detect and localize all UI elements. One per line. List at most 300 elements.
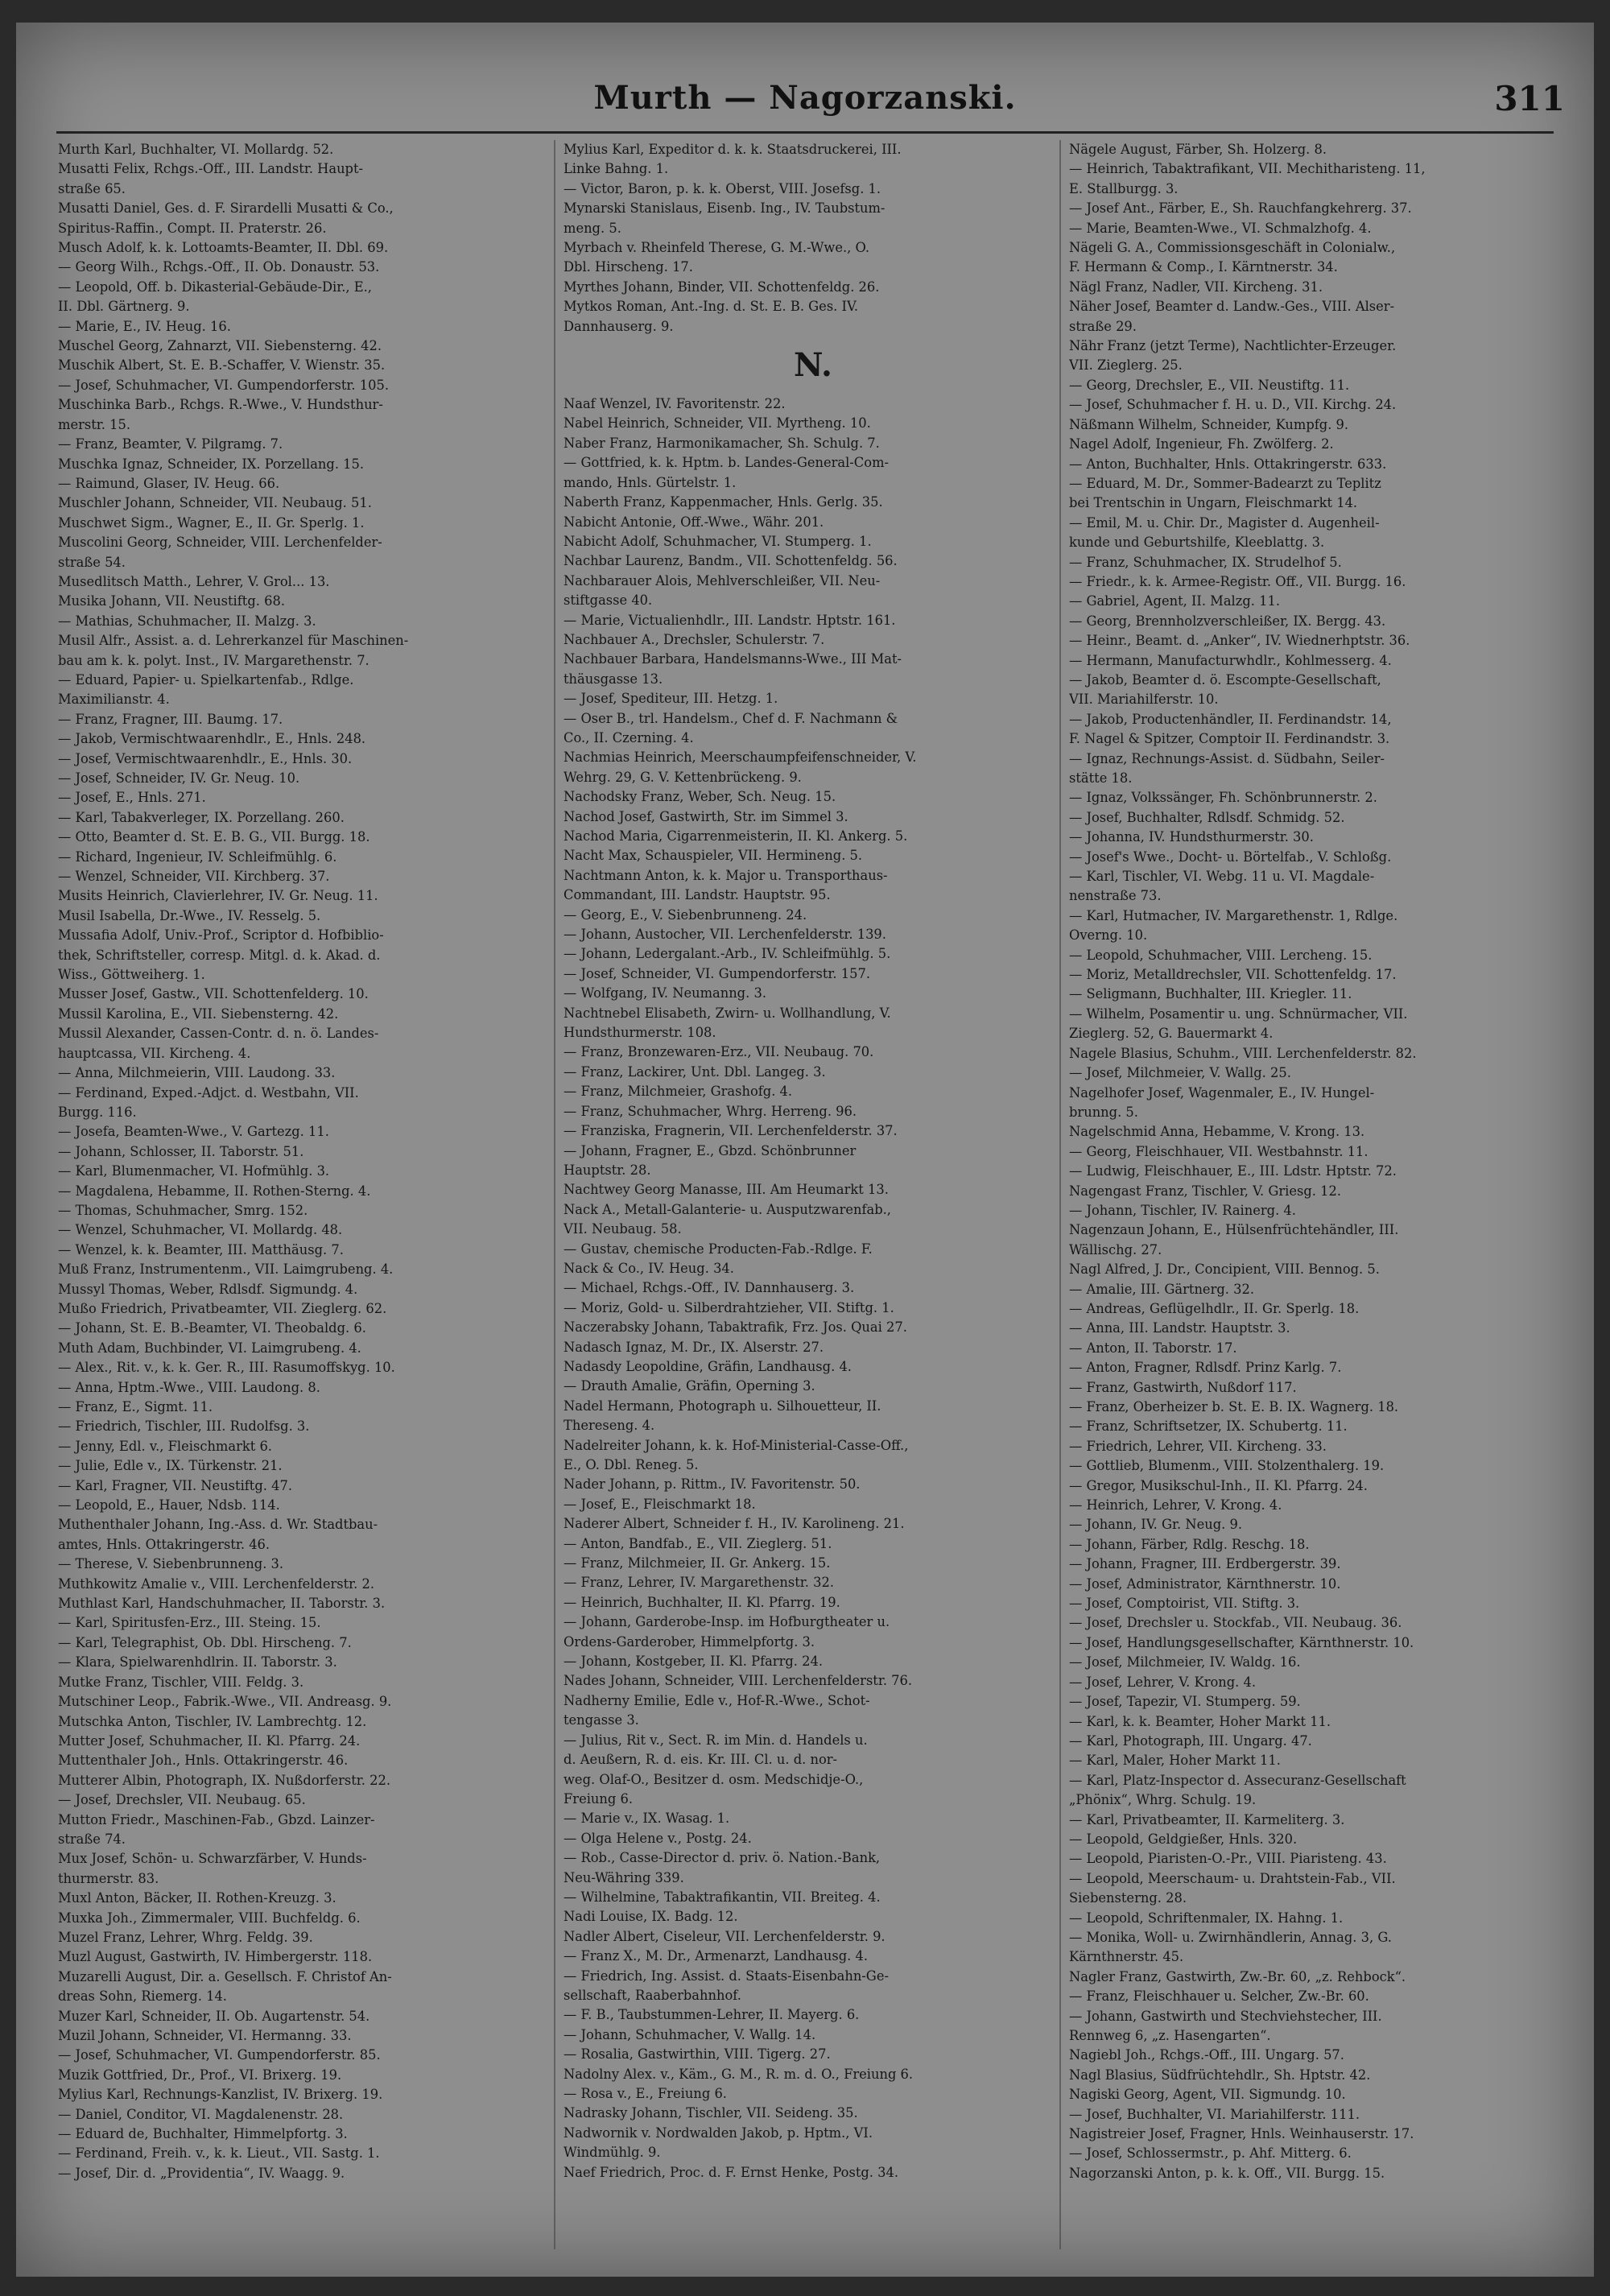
directory-entry: Nagorzanski Anton, p. k. k. Off., VII. Burgg. 15. bbox=[1069, 2165, 1385, 2181]
directory-entry: Musil Isabella, Dr.-Wwe., IV. Resselg. 5. bbox=[58, 907, 321, 923]
directory-entry: Nabicht Antonie, Off.-Wwe., Währ. 201. bbox=[564, 514, 824, 530]
directory-entry: straße 29. bbox=[1069, 318, 1137, 334]
directory-entry: VII. Neubaug. 58. bbox=[564, 1221, 682, 1237]
directory-entry: straße 74. bbox=[58, 1831, 126, 1847]
directory-entry: Dannhauserg. 9. bbox=[564, 318, 674, 334]
directory-entry: — Johann, Schuhmacher, V. Wallg. 14. bbox=[564, 2026, 816, 2042]
directory-entry: — Heinrich, Buchhalter, II. Kl. Pfarrg. 19. bbox=[564, 1594, 840, 1610]
directory-entry: — Josef, Lehrer, V. Krong. 4. bbox=[1069, 1674, 1257, 1690]
directory-entry: — Johann, St. E. B.-Beamter, VI. Theobaldg. 6. bbox=[58, 1320, 366, 1336]
directory-entry: — Johann, Schlosser, II. Taborstr. 51. bbox=[58, 1143, 304, 1159]
directory-entry: straße 54. bbox=[58, 554, 126, 570]
directory-entry: — Moriz, Metalldrechsler, VII. Schottenfeldg. 17. bbox=[1069, 967, 1397, 983]
directory-entry: — Josef Ant., Färber, E., Sh. Rauchfangkehrerg. 37. bbox=[1069, 200, 1412, 217]
directory-entry: — Johann, IV. Gr. Neug. 9. bbox=[1069, 1517, 1243, 1533]
directory-entry: — Johann, Gastwirth und Stechviehstecher, III. bbox=[1069, 2008, 1382, 2024]
directory-entry: Nagelhofer Josef, Wagenmaler, E., IV. Hungel- bbox=[1069, 1084, 1375, 1101]
directory-entry: — Ferdinand, Freih. v., k. k. Lieut., VII. Sastg. 1. bbox=[58, 2145, 380, 2162]
directory-entry: — Marie v., IX. Wasag. 1. bbox=[564, 1811, 730, 1827]
directory-entry: Muttenthaler Joh., Hnls. Ottakringerstr. 46. bbox=[58, 1753, 349, 1769]
directory-entry: Mussil Alexander, Cassen-Contr. d. n. ö. Landes- bbox=[58, 1026, 379, 1042]
directory-entry: — Leopold, E., Hauer, Ndsb. 114. bbox=[58, 1497, 280, 1513]
directory-entry: — Jenny, Edl. v., Fleischmarkt 6. bbox=[58, 1438, 272, 1454]
directory-entry: — Gustav, chemische Producten-Fab.-Rdlge. F. bbox=[564, 1241, 873, 1257]
directory-entry: — Karl, Hutmacher, IV. Margarethenstr. 1, Rdlge. bbox=[1069, 907, 1398, 923]
directory-entry: — Anton, Bandfab., E., VII. Zieglerg. 51. bbox=[564, 1535, 832, 1551]
directory-entry: Muzel Franz, Lehrer, Whrg. Feldg. 39. bbox=[58, 1929, 313, 1945]
directory-entry: Nagel Adolf, Ingenieur, Fh. Zwölferg. 2. bbox=[1069, 436, 1334, 452]
directory-entry: brunng. 5. bbox=[1069, 1104, 1138, 1120]
directory-entry: — Mathias, Schuhmacher, II. Malzg. 3. bbox=[58, 613, 316, 629]
directory-entry: — Hermann, Manufacturwhdlr., Kohlmesserg. 4. bbox=[1069, 652, 1392, 668]
directory-entry: — Anna, Milchmeierin, VIII. Laudong. 33. bbox=[58, 1065, 336, 1081]
directory-entry: — Franziska, Fragnerin, VII. Lerchenfelderstr. 37. bbox=[564, 1123, 898, 1139]
directory-entry: — Josef, Vermischtwaarenhdlr., E., Hnls. 30. bbox=[58, 750, 353, 766]
directory-entry: hauptcassa, VII. Kircheng. 4. bbox=[58, 1045, 251, 1061]
directory-entry: Rennweg 6, „z. Hasengarten“. bbox=[1069, 2028, 1271, 2043]
directory-entry: Nabicht Adolf, Schuhmacher, VI. Stumperg. 1. bbox=[564, 533, 872, 549]
directory-entry: — Gregor, Musikschul-Inh., II. Kl. Pfarrg. 24. bbox=[1069, 1477, 1368, 1493]
directory-entry: — Johann, Kostgeber, II. Kl. Pfarrg. 24. bbox=[564, 1654, 824, 1670]
directory-entry: Nachod Josef, Gastwirth, Str. im Simmel 3. bbox=[564, 808, 848, 824]
directory-entry: — Josef, Buchhalter, Rdlsdf. Schmidg. 52. bbox=[1069, 809, 1345, 825]
directory-entry: — Monika, Woll- u. Zwirnhändlerin, Annag. 3, G. bbox=[1069, 1929, 1392, 1945]
directory-entry: Muscolini Georg, Schneider, VIII. Lerchenfelder- bbox=[58, 535, 382, 551]
directory-entry: — Alex., Rit. v., k. k. Ger. R., III. Rasumoffskyg. 10. bbox=[58, 1360, 395, 1376]
directory-entry: sellschaft, Raaberbahnhof. bbox=[564, 1987, 741, 2003]
directory-entry: — Franz, Schriftsetzer, IX. Schubertg. 11. bbox=[1069, 1418, 1348, 1435]
directory-entry: — Rosalia, Gastwirthin, VIII. Tigerg. 27. bbox=[564, 2046, 831, 2063]
directory-entry: Commandant, III. Landstr. Hauptstr. 95. bbox=[564, 887, 831, 903]
directory-entry: — Anton, II. Taborstr. 17. bbox=[1069, 1340, 1237, 1356]
directory-entry: „Phönix“, Whrg. Schulg. 19. bbox=[1069, 1792, 1257, 1808]
directory-entry: meng. 5. bbox=[564, 220, 621, 236]
directory-entry: Mux Josef, Schön- u. Schwarzfärber, V. Hunds- bbox=[58, 1851, 367, 1867]
directory-entry: Nack & Co., IV. Heug. 34. bbox=[564, 1260, 734, 1276]
directory-entry: — Julie, Edle v., IX. Türkenstr. 21. bbox=[58, 1458, 283, 1474]
directory-entry: Nack A., Metall-Galanterie- u. Ausputzwarenfab., bbox=[564, 1201, 891, 1217]
directory-entry: — Karl, Blumenmacher, VI. Hofmühlg. 3. bbox=[58, 1163, 330, 1179]
directory-entry: — Johann, Austocher, VII. Lerchenfelderstr. 139. bbox=[564, 927, 886, 943]
directory-entry: — Josef, Drechsler u. Stockfab., VII. Neubaug. 36. bbox=[1069, 1615, 1402, 1631]
directory-entry: Mylius Karl, Rechnungs-Kanzlist, IV. Brixerg. 19. bbox=[58, 2087, 383, 2103]
directory-entry: — Moriz, Gold- u. Silberdrahtzieher, VII. Stiftg. 1. bbox=[564, 1299, 894, 1315]
directory-entry: E., O. Dbl. Reneg. 5. bbox=[564, 1457, 699, 1472]
directory-entry: — Josef's Wwe., Docht- u. Börtelfab., V. Schloßg. bbox=[1069, 849, 1392, 865]
directory-entry: — Josef, Milchmeier, V. Wallg. 25. bbox=[1069, 1065, 1291, 1081]
directory-entry: — Anna, Hptm.-Wwe., VIII. Laudong. 8. bbox=[58, 1379, 320, 1395]
directory-entry: Nader Johann, p. Rittm., IV. Favoritenstr. 50. bbox=[564, 1476, 861, 1493]
page-title: Murth — Nagorzanski. bbox=[593, 79, 1017, 117]
directory-entry: Naaf Wenzel, IV. Favoritenstr. 22. bbox=[564, 396, 786, 412]
directory-entry: thek, Schriftsteller, corresp. Mitgl. d. k. Akad. d. bbox=[58, 947, 381, 963]
directory-entry: Nadel Hermann, Photograph u. Silhouetteur, II. bbox=[564, 1398, 881, 1414]
directory-entry: Nacht Max, Schauspieler, VII. Hermineng. 5. bbox=[564, 848, 863, 864]
directory-entry: Nadelreiter Johann, k. k. Hof-Ministerial-Casse-Off., bbox=[564, 1437, 909, 1453]
directory-entry: — Oser B., trl. Handelsm., Chef d. F. Nachmann & bbox=[564, 710, 898, 726]
directory-entry: Mußo Friedrich, Privatbeamter, VII. Zieglerg. 62. bbox=[58, 1300, 387, 1316]
directory-entry: — Karl, Tabakverleger, IX. Porzellang. 260. bbox=[58, 809, 345, 825]
directory-entry: — Georg, Fleischhauer, VII. Westbahnstr. 11. bbox=[1069, 1143, 1368, 1159]
directory-entry: Wehrg. 29, G. V. Kettenbrückeng. 9. bbox=[564, 769, 802, 785]
directory-entry: Nagele Blasius, Schuhm., VIII. Lerchenfelderstr. 82. bbox=[1069, 1045, 1417, 1061]
directory-entry: — Marie, Victualienhdlr., III. Landstr. Hptstr. 161. bbox=[564, 612, 896, 628]
directory-entry: Muthkowitz Amalie v., VIII. Lerchenfelderstr. 2. bbox=[58, 1575, 375, 1592]
directory-entry: — Thomas, Schuhmacher, Smrg. 152. bbox=[58, 1202, 308, 1218]
directory-entry: Myrthes Johann, Binder, VII. Schottenfeldg. 26. bbox=[564, 279, 880, 295]
directory-entry: — Wolfgang, IV. Neumanng. 3. bbox=[564, 985, 766, 1001]
directory-entry: Nagler Franz, Gastwirth, Zw.-Br. 60, „z. Rehbock“. bbox=[1069, 1968, 1406, 1984]
directory-entry: Mutter Josef, Schuhmacher, II. Kl. Pfarrg. 24. bbox=[58, 1732, 361, 1749]
directory-entry: Nachtwey Georg Manasse, III. Am Heumarkt 13. bbox=[564, 1182, 889, 1198]
directory-entry: — Josef, Administrator, Kärnthnerstr. 10. bbox=[1069, 1575, 1341, 1592]
directory-entry: Musil Alfr., Assist. a. d. Lehrerkanzel für Maschinen- bbox=[58, 633, 409, 649]
header-rule bbox=[56, 131, 1554, 134]
directory-entry: — Josef, E., Hnls. 271. bbox=[58, 790, 206, 806]
directory-entry: Nabel Heinrich, Schneider, VII. Myrtheng. 10. bbox=[564, 415, 871, 432]
directory-entry: Musser Josef, Gastw., VII. Schottenfelderg. 10. bbox=[58, 986, 369, 1002]
directory-entry: Muß Franz, Instrumentenm., VII. Laimgrubeng. 4. bbox=[58, 1262, 394, 1278]
directory-entry: Muschler Johann, Schneider, VII. Neubaug. 51. bbox=[58, 495, 372, 511]
directory-entry: Nähr Franz (jetzt Terme), Nachtlichter-Erzeuger. bbox=[1069, 338, 1397, 354]
directory-entry: Nadasch Ignaz, M. Dr., IX. Alserstr. 27. bbox=[564, 1339, 824, 1355]
directory-entry: — Andreas, Geflügelhdlr., II. Gr. Sperlg. 18. bbox=[1069, 1300, 1360, 1316]
directory-entry: Nagelschmid Anna, Hebamme, V. Krong. 13. bbox=[1069, 1124, 1365, 1140]
directory-entry: dreas Sohn, Riemerg. 14. bbox=[58, 1988, 227, 2005]
directory-entry: — Franz, Fragner, III. Baumg. 17. bbox=[58, 711, 283, 727]
directory-entry: Nägele August, Färber, Sh. Holzerg. 8. bbox=[1069, 142, 1327, 157]
directory-entry: Murth Karl, Buchhalter, VI. Mollardg. 52. bbox=[58, 142, 334, 157]
directory-entry: Mussyl Thomas, Weber, Rdlsdf. Sigmundg. 4. bbox=[58, 1281, 358, 1297]
directory-entry: — Eduard, M. Dr., Sommer-Badearzt zu Teplitz bbox=[1069, 475, 1381, 491]
directory-entry: — Josef, Schneider, IV. Gr. Neug. 10. bbox=[58, 770, 300, 786]
directory-entry: Nadi Louise, IX. Badg. 12. bbox=[564, 1909, 738, 1925]
directory-entry: kunde und Geburtshilfe, Kleeblattg. 3. bbox=[1069, 535, 1325, 551]
directory-entry: — Wenzel, Schneider, VII. Kirchberg. 37. bbox=[58, 869, 330, 885]
directory-entry: Ordens-Garderober, Himmelpfortg. 3. bbox=[564, 1633, 815, 1650]
directory-entry: — Marie, E., IV. Heug. 16. bbox=[58, 318, 231, 334]
directory-entry: Nachbarauer Alois, Mehlverschleißer, VII. Neu- bbox=[564, 572, 881, 588]
directory-entry: — Therese, V. Siebenbrunneng. 3. bbox=[58, 1556, 284, 1572]
directory-entry: — Heinrich, Lehrer, V. Krong. 4. bbox=[1069, 1497, 1282, 1513]
directory-entry: thäusgasse 13. bbox=[564, 671, 663, 687]
directory-entry: — Anna, III. Landstr. Hauptstr. 3. bbox=[1069, 1320, 1290, 1336]
directory-entry: — Josef, Spediteur, III. Hetzg. 1. bbox=[564, 691, 778, 707]
directory-entry: Nades Johann, Schneider, VIII. Lerchenfelderstr. 76. bbox=[564, 1673, 913, 1689]
directory-entry: Nachodsky Franz, Weber, Sch. Neug. 15. bbox=[564, 789, 836, 805]
directory-entry: F. Nagel & Spitzer, Comptoir II. Ferdinandstr. 3. bbox=[1069, 731, 1390, 747]
directory-entry: — Josef, Schuhmacher f. H. u. D., VII. Kirchg. 24. bbox=[1069, 397, 1397, 413]
directory-entry: Nachmias Heinrich, Meerschaumpfeifenschneider, V. bbox=[564, 750, 917, 766]
directory-entry: — Magdalena, Hebamme, II. Rothen-Sterng. 4. bbox=[58, 1183, 371, 1199]
directory-entry: — Georg, Drechsler, E., VII. Neustiftg. 11. bbox=[1069, 377, 1350, 393]
directory-entry: Mytkos Roman, Ant.-Ing. d. St. E. B. Ges. IV. bbox=[564, 299, 859, 315]
directory-entry: — Eduard, Papier- u. Spielkartenfab., Rdlge. bbox=[58, 671, 354, 688]
directory-entry: — Emil, M. u. Chir. Dr., Magister d. Augenheil- bbox=[1069, 514, 1380, 531]
directory-entry: — Wilhelmine, Tabaktrafikantin, VII. Breiteg. 4. bbox=[564, 1889, 881, 1905]
directory-entry: Nagengast Franz, Tischler, V. Griesg. 12. bbox=[1069, 1183, 1342, 1199]
directory-entry: — Josef, Drechsler, VII. Neubaug. 65. bbox=[58, 1792, 306, 1808]
directory-entry: Muzer Karl, Schneider, II. Ob. Augartenstr. 54. bbox=[58, 2008, 370, 2024]
directory-entry: Overng. 10. bbox=[1069, 927, 1148, 944]
directory-entry: — Karl, Maler, Hoher Markt 11. bbox=[1069, 1753, 1281, 1769]
directory-entry: Naberth Franz, Kappenmacher, Hnls. Gerlg. 35. bbox=[564, 494, 883, 510]
directory-entry: Hundsthurmerstr. 108. bbox=[564, 1025, 716, 1041]
directory-entry: tengasse 3. bbox=[564, 1712, 639, 1728]
directory-entry: Muzarelli August, Dir. a. Gesellsch. F. Christof An- bbox=[58, 1968, 392, 1984]
directory-entry: Wällischg. 27. bbox=[1069, 1241, 1162, 1257]
directory-entry: Mussafia Adolf, Univ.-Prof., Scriptor d. Hofbiblio- bbox=[58, 927, 384, 944]
page-header bbox=[16, 79, 1594, 127]
directory-entry: — Franz, Milchmeier, Grashofg. 4. bbox=[564, 1084, 793, 1100]
directory-entry: — Franz, Fleischhauer u. Selcher, Zw.-Br. 60. bbox=[1069, 1988, 1369, 2005]
directory-entry: — Raimund, Glaser, IV. Heug. 66. bbox=[58, 475, 280, 491]
directory-entry: Nagiebl Joh., Rchgs.-Off., III. Ungarg. 57. bbox=[1069, 2047, 1344, 2063]
directory-entry: — F. B., Taubstummen-Lehrer, II. Mayerg. 6. bbox=[564, 2007, 860, 2023]
directory-entry: — Ferdinand, Exped.-Adjct. d. Westbahn, VII. bbox=[58, 1084, 359, 1101]
directory-entry: — Ignaz, Rechnungs-Assist. d. Südbahn, Seiler- bbox=[1069, 750, 1385, 766]
directory-entry: — Michael, Rchgs.-Off., IV. Dannhauserg. 3. bbox=[564, 1280, 855, 1296]
directory-entry: — Jakob, Vermischtwaarenhdlr., E., Hnls. 248. bbox=[58, 731, 366, 747]
directory-entry: — Anton, Fragner, Rdlsdf. Prinz Karlg. 7. bbox=[1069, 1360, 1342, 1376]
directory-entry: — Karl, k. k. Beamter, Hoher Markt 11. bbox=[1069, 1713, 1331, 1729]
directory-entry: bei Trentschin in Ungarn, Fleischmarkt 14. bbox=[1069, 495, 1358, 511]
directory-entry: — Leopold, Piaristen-O.-Pr., VIII. Piaristeng. 43. bbox=[1069, 1851, 1387, 1867]
directory-entry: VII. Zieglerg. 25. bbox=[1069, 357, 1183, 374]
directory-entry: — Rosa v., E., Freiung 6. bbox=[564, 2086, 727, 2101]
directory-entry: — Johann, Tischler, IV. Rainerg. 4. bbox=[1069, 1202, 1296, 1218]
directory-entry: weg. Olaf-O., Besitzer d. osm. Medschidje-O., bbox=[564, 1771, 864, 1787]
directory-entry: Musedlitsch Matth., Lehrer, V. Grol... 13. bbox=[58, 573, 330, 589]
directory-entry: — Josef, Milchmeier, IV. Waldg. 16. bbox=[1069, 1654, 1301, 1670]
directory-entry: — Eduard de, Buchhalter, Himmelpfortg. 3. bbox=[58, 2126, 348, 2142]
directory-entry: Muschik Albert, St. E. B.-Schaffer, V. Wienstr. 35. bbox=[58, 357, 386, 374]
directory-entry: — Josef, Tapezir, VI. Stumperg. 59. bbox=[1069, 1694, 1301, 1710]
directory-entry: Nadwornik v. Nordwalden Jakob, p. Hptm., VI. bbox=[564, 2125, 873, 2141]
directory-entry: — Josef, Schneider, VI. Gumpendorferstr. 157. bbox=[564, 965, 871, 981]
directory-entry: Mutschiner Leop., Fabrik.-Wwe., VII. Andreasg. 9. bbox=[58, 1694, 392, 1710]
directory-entry: — Josef, Dir. d. „Providentia“, IV. Waagg. 9. bbox=[58, 2165, 345, 2181]
directory-entry: Musch Adolf, k. k. Lottoamts-Beamter, II. Dbl. 69. bbox=[58, 240, 389, 256]
directory-entry: — Franz X., M. Dr., Armenarzt, Landhausg. 4. bbox=[564, 1948, 869, 1964]
directory-entry: — Gottfried, k. k. Hptm. b. Landes-General-Com- bbox=[564, 455, 890, 471]
directory-entry: nenstraße 73. bbox=[1069, 888, 1162, 904]
directory-entry: — Jakob, Productenhändler, II. Ferdinandstr. 14, bbox=[1069, 711, 1392, 727]
directory-entry: Windmühlg. 9. bbox=[564, 2145, 661, 2161]
directory-entry: — Marie, Beamten-Wwe., VI. Schmalzhofg. 4. bbox=[1069, 220, 1372, 236]
page-number: 311 bbox=[1494, 79, 1565, 118]
directory-entry: — Johann, Fragner, III. Erdbergerstr. 39. bbox=[1069, 1556, 1341, 1572]
directory-entry: Mutschka Anton, Tischler, IV. Lambrechtg. 12. bbox=[58, 1713, 367, 1729]
directory-entry: bau am k. k. polyt. Inst., IV. Margarethenstr. 7. bbox=[58, 652, 369, 668]
directory-entry: Mutterer Albin, Photograph, IX. Nußdorferstr. 22. bbox=[58, 1772, 391, 1788]
directory-entry: — Daniel, Conditor, VI. Magdalenenstr. 28. bbox=[58, 2106, 344, 2122]
directory-entry: Spiritus-Raffin., Compt. II. Praterstr. 26. bbox=[58, 220, 327, 236]
directory-entry: Nachtmann Anton, k. k. Major u. Transporthaus- bbox=[564, 867, 888, 883]
directory-entry: thurmerstr. 83. bbox=[58, 1870, 159, 1886]
directory-entry: Naczerabsky Johann, Tabaktrafik, Frz. Jos. Quai 27. bbox=[564, 1319, 907, 1336]
directory-entry: — Georg Wilh., Rchgs.-Off., II. Ob. Donaustr. 53. bbox=[58, 259, 380, 275]
directory-entry: Kärnthnerstr. 45. bbox=[1069, 1949, 1184, 1965]
directory-entry: Nadherny Emilie, Edle v., Hof-R.-Wwe., Schot- bbox=[564, 1692, 870, 1708]
directory-entry: d. Aeußern, R. d. eis. Kr. III. Cl. u. d. nor- bbox=[564, 1752, 838, 1768]
directory-entry: Muzil Johann, Schneider, VI. Hermanng. 33. bbox=[58, 2028, 352, 2043]
directory-entry: Musika Johann, VII. Neustiftg. 68. bbox=[58, 593, 285, 609]
directory-entry: — Klara, Spielwarenhdlrin. II. Taborstr. 3. bbox=[58, 1654, 337, 1670]
column-3 bbox=[1069, 140, 1568, 2249]
directory-entry: — Gabriel, Agent, II. Malzg. 11. bbox=[1069, 593, 1281, 609]
directory-entry: Musatti Felix, Rchgs.-Off., III. Landstr. Haupt- bbox=[58, 161, 364, 177]
directory-entry: Wiss., Göttweiherg. 1. bbox=[58, 967, 205, 983]
directory-entry: — Josef, Comptoirist, VII. Stiftg. 3. bbox=[1069, 1596, 1300, 1612]
directory-entry: E. Stallburgg. 3. bbox=[1069, 180, 1179, 196]
directory-entry: Nagistreier Josef, Fragner, Hnls. Weinhauserstr. 17. bbox=[1069, 2126, 1414, 2142]
directory-entry: stätte 18. bbox=[1069, 770, 1133, 786]
directory-entry: Muschka Ignaz, Schneider, IX. Porzellang. 15. bbox=[58, 456, 365, 472]
directory-entry: — Johann, Färber, Rdlg. Reschg. 18. bbox=[1069, 1536, 1310, 1552]
directory-entry: — Heinr., Beamt. d. „Anker“, IV. Wiednerhptstr. 36. bbox=[1069, 633, 1410, 649]
directory-entry: Näher Josef, Beamter d. Landw.-Ges., VIII. Alser- bbox=[1069, 299, 1395, 315]
directory-entry: — Karl, Fragner, VII. Neustiftg. 47. bbox=[58, 1477, 293, 1493]
directory-entry: Nägeli G. A., Commissionsgeschäft in Colonialw., bbox=[1069, 240, 1396, 256]
directory-entry: II. Dbl. Gärtnerg. 9. bbox=[58, 299, 190, 315]
directory-entry: — Josefa, Beamten-Wwe., V. Gartezg. 11. bbox=[58, 1124, 329, 1140]
directory-entry: — Josef, Handlungsgesellschafter, Kärnthnerstr. 10. bbox=[1069, 1634, 1414, 1650]
directory-entry: — Drauth Amalie, Gräfin, Operning 3. bbox=[564, 1378, 815, 1394]
directory-entry: — Karl, Tischler, VI. Webg. 11 u. VI. Magdale- bbox=[1069, 869, 1375, 885]
directory-entry: Muschwet Sigm., Wagner, E., II. Gr. Sperlg. 1. bbox=[58, 514, 365, 531]
directory-entry: Nadolny Alex. v., Käm., G. M., R. m. d. O., Freiung 6. bbox=[564, 2066, 914, 2082]
directory-entry: Maximilianstr. 4. bbox=[58, 692, 170, 708]
directory-entry: Muzik Gottfried, Dr., Prof., VI. Brixerg. 19. bbox=[58, 2067, 342, 2083]
directory-entry: — Heinrich, Tabaktrafikant, VII. Mechitharisteng. 11, bbox=[1069, 161, 1426, 177]
column-1 bbox=[58, 140, 557, 2249]
directory-entry: — Johanna, IV. Hundsthurmerstr. 30. bbox=[1069, 829, 1314, 845]
directory-entry: Muth Adam, Buchbinder, VI. Laimgrubeng. 4. bbox=[58, 1340, 361, 1356]
directory-entry: — Gottlieb, Blumenm., VIII. Stolzenthalerg. 19. bbox=[1069, 1458, 1385, 1474]
directory-entry: — Leopold, Geldgießer, Hnls. 320. bbox=[1069, 1831, 1298, 1847]
directory-entry: mando, Hnls. Gürtelstr. 1. bbox=[564, 474, 737, 490]
directory-entry: Muschinka Barb., Rchgs. R.-Wwe., V. Hundsthur- bbox=[58, 397, 383, 413]
directory-entry: Naber Franz, Harmonikamacher, Sh. Schulg. 7. bbox=[564, 435, 880, 451]
directory-entry: — Johann, Garderobe-Insp. im Hofburgtheater u. bbox=[564, 1614, 890, 1630]
directory-entry: — Richard, Ingenieur, IV. Schleifmühlg. 6. bbox=[58, 849, 337, 865]
directory-entry: — Josef, E., Fleischmarkt 18. bbox=[564, 1496, 756, 1512]
directory-entry: Mutke Franz, Tischler, VIII. Feldg. 3. bbox=[58, 1674, 304, 1690]
directory-entry: stiftgasse 40. bbox=[564, 593, 653, 609]
directory-entry: — Jakob, Beamter d. ö. Escompte-Gesellschaft, bbox=[1069, 671, 1381, 688]
directory-entry: Nagl Alfred, J. Dr., Concipient, VIII. Bennog. 5. bbox=[1069, 1262, 1380, 1278]
directory-entry: Nachbauer Barbara, Handelsmanns-Wwe., III Mat- bbox=[564, 651, 902, 667]
directory-entry: Nachod Maria, Cigarrenmeisterin, II. Kl. Ankerg. 5. bbox=[564, 828, 908, 844]
directory-entry: — Ludwig, Fleischhauer, E., III. Ldstr. Hptstr. 72. bbox=[1069, 1163, 1397, 1179]
directory-entry: Muxka Joh., Zimmermaler, VIII. Buchfeldg. 6. bbox=[58, 1910, 361, 1926]
directory-entry: — Anton, Buchhalter, Hnls. Ottakringerstr. 633. bbox=[1069, 456, 1387, 472]
directory-entry: Muthenthaler Johann, Ing.-Ass. d. Wr. Stadtbau- bbox=[58, 1517, 378, 1533]
directory-entry: — Franz, Milchmeier, II. Gr. Ankerg. 15. bbox=[564, 1555, 831, 1571]
directory-entry: amtes, Hnls. Ottakringerstr. 46. bbox=[58, 1536, 270, 1552]
directory-entry: Burgg. 116. bbox=[58, 1104, 137, 1120]
directory-entry: Nachbar Laurenz, Bandm., VII. Schottenfeldg. 56. bbox=[564, 553, 898, 569]
directory-entry: merstr. 15. bbox=[58, 416, 130, 432]
directory-entry: Myrbach v. Rheinfeld Therese, G. M.-Wwe., O. bbox=[564, 240, 870, 256]
directory-entry: — Franz, Lehrer, IV. Margarethenstr. 32. bbox=[564, 1575, 835, 1591]
directory-entry: Co., II. Czerning. 4. bbox=[564, 729, 694, 745]
directory-entry: — Karl, Photograph, III. Ungarg. 47. bbox=[1069, 1732, 1312, 1749]
directory-entry: Nagenzaun Johann, E., Hülsenfrüchtehändler, III. bbox=[1069, 1222, 1399, 1238]
directory-entry: Muxl Anton, Bäcker, II. Rothen-Kreuzg. 3. bbox=[58, 1890, 336, 1906]
directory-entry: Thereseng. 4. bbox=[564, 1418, 655, 1434]
directory-entry: — Leopold, Off. b. Dikasterial-Gebäude-Dir., E., bbox=[58, 279, 372, 295]
directory-entry: — Franz, Beamter, V. Pilgramg. 7. bbox=[58, 436, 283, 452]
directory-entry: — Leopold, Schriftenmaler, IX. Hahng. 1. bbox=[1069, 1910, 1344, 1926]
directory-entry: — Leopold, Meerschaum- u. Drahtstein-Fab., VII. bbox=[1069, 1870, 1396, 1886]
directory-entry: Linke Bahng. 1. bbox=[564, 161, 669, 177]
directory-entry: — Karl, Privatbeamter, II. Karmeliterg. 3. bbox=[1069, 1811, 1345, 1827]
directory-entry: — Josef, Schuhmacher, VI. Gumpendorferstr. 105. bbox=[58, 377, 389, 393]
directory-entry: Mutton Friedr., Maschinen-Fab., Gbzd. Lainzer- bbox=[58, 1811, 375, 1827]
directory-entry: Freiung 6. bbox=[564, 1790, 634, 1807]
directory-entry: — Franz, Oberheizer b. St. E. B. IX. Wagnerg. 18. bbox=[1069, 1399, 1399, 1414]
directory-entry: — Karl, Platz-Inspector d. Assecuranz-Gesellschaft bbox=[1069, 1772, 1406, 1788]
directory-entry: Siebensterng. 28. bbox=[1069, 1890, 1187, 1906]
directory-entry: — Friedr., k. k. Armee-Registr. Off., VII. Burgg. 16. bbox=[1069, 573, 1406, 589]
directory-entry: Nagiski Georg, Agent, VII. Sigmundg. 10. bbox=[1069, 2087, 1346, 2103]
directory-entry: Hauptstr. 28. bbox=[564, 1162, 651, 1178]
directory-entry: — Josef, Schuhmacher, VI. Gumpendorferstr. 85. bbox=[58, 2047, 381, 2063]
directory-entry: — Seligmann, Buchhalter, III. Kriegler. 11. bbox=[1069, 986, 1352, 1002]
directory-entry: — Johann, Ledergalant.-Arb., IV. Schleifmühlg. 5. bbox=[564, 946, 891, 962]
directory-entry: — Amalie, III. Gärtnerg. 32. bbox=[1069, 1281, 1255, 1297]
directory-entry: Musits Heinrich, Clavierlehrer, IV. Gr. Neug. 11. bbox=[58, 888, 378, 904]
directory-entry: — Julius, Rit v., Sect. R. im Min. d. Handels u. bbox=[564, 1732, 868, 1748]
directory-entry: — Karl, Spiritusfen-Erz., III. Steing. 15. bbox=[58, 1615, 321, 1631]
directory-entry: F. Hermann & Comp., I. Kärntnerstr. 34. bbox=[1069, 259, 1338, 275]
directory-entry: — Karl, Telegraphist, Ob. Dbl. Hirscheng. 7. bbox=[58, 1634, 352, 1650]
directory-entry: — Johann, Fragner, E., Gbzd. Schönbrunner bbox=[564, 1142, 857, 1158]
directory-entry: Muschel Georg, Zahnarzt, VII. Siebensterng. 42. bbox=[58, 338, 382, 354]
directory-entry: — Franz, Schuhmacher, Whrg. Herreng. 96. bbox=[564, 1103, 857, 1119]
directory-entry: — Franz, Bronzewaren-Erz., VII. Neubaug. 70. bbox=[564, 1044, 874, 1060]
directory-entry: Zieglerg. 52, G. Bauermarkt 4. bbox=[1069, 1026, 1274, 1042]
directory-entry: — Victor, Baron, p. k. k. Oberst, VIII. Josefsg. 1. bbox=[564, 180, 881, 196]
directory-entry: — Georg, Brennholzverschleißer, IX. Bergg. 43. bbox=[1069, 613, 1386, 629]
directory-entry: — Ignaz, Volkssänger, Fh. Schönbrunnerstr. 2. bbox=[1069, 790, 1377, 806]
directory-entry: Neu-Währing 339. bbox=[564, 1869, 684, 1885]
column-2 bbox=[564, 140, 1063, 2249]
directory-entry: — Friedrich, Tischler, III. Rudolfsg. 3. bbox=[58, 1418, 310, 1435]
directory-entry: — Georg, E., V. Siebenbrunneng. 24. bbox=[564, 906, 807, 923]
directory-entry: Nadrasky Johann, Tischler, VII. Seideng. 35. bbox=[564, 2105, 858, 2121]
directory-entry: Nadasdy Leopoldine, Gräfin, Landhausg. 4. bbox=[564, 1358, 852, 1374]
directory-entry: Dbl. Hirscheng. 17. bbox=[564, 259, 693, 275]
directory-entry: — Friedrich, Lehrer, VII. Kircheng. 33. bbox=[1069, 1438, 1327, 1454]
directory-entry: Muzl August, Gastwirth, IV. Himbergerstr. 118. bbox=[58, 1949, 373, 1965]
directory-entry: — Wilhelm, Posamentir u. ung. Schnürmacher, VII. bbox=[1069, 1006, 1408, 1022]
directory-entry: Nägl Franz, Nadler, VII. Kircheng. 31. bbox=[1069, 279, 1323, 295]
directory-entry: — Otto, Beamter d. St. E. B. G., VII. Burgg. 18. bbox=[58, 829, 370, 845]
directory-entry: Nagl Blasius, Südfrüchtehdlr., Sh. Hptstr. 42. bbox=[1069, 2067, 1371, 2083]
directory-entry: — Rob., Casse-Director d. priv. ö. Nation.-Bank, bbox=[564, 1850, 881, 1866]
directory-entry: Musatti Daniel, Ges. d. F. Sirardelli Musatti & Co., bbox=[58, 200, 394, 217]
directory-entry: Nadler Albert, Ciseleur, VII. Lerchenfelderstr. 9. bbox=[564, 1928, 886, 1944]
directory-entry: — Franz, Lackirer, Unt. Dbl. Langeg. 3. bbox=[564, 1063, 826, 1080]
directory-entry: — Leopold, Schuhmacher, VIII. Lercheng. 15. bbox=[1069, 947, 1373, 963]
directory-entry: VII. Mariahilferstr. 10. bbox=[1069, 692, 1219, 708]
directory-entry: — Olga Helene v., Postg. 24. bbox=[564, 1830, 752, 1846]
directory-entry: Muthlast Karl, Handschuhmacher, II. Taborstr. 3. bbox=[58, 1596, 386, 1612]
directory-entry: Nachtnebel Elisabeth, Zwirn- u. Wollhandlung, V. bbox=[564, 1005, 891, 1021]
